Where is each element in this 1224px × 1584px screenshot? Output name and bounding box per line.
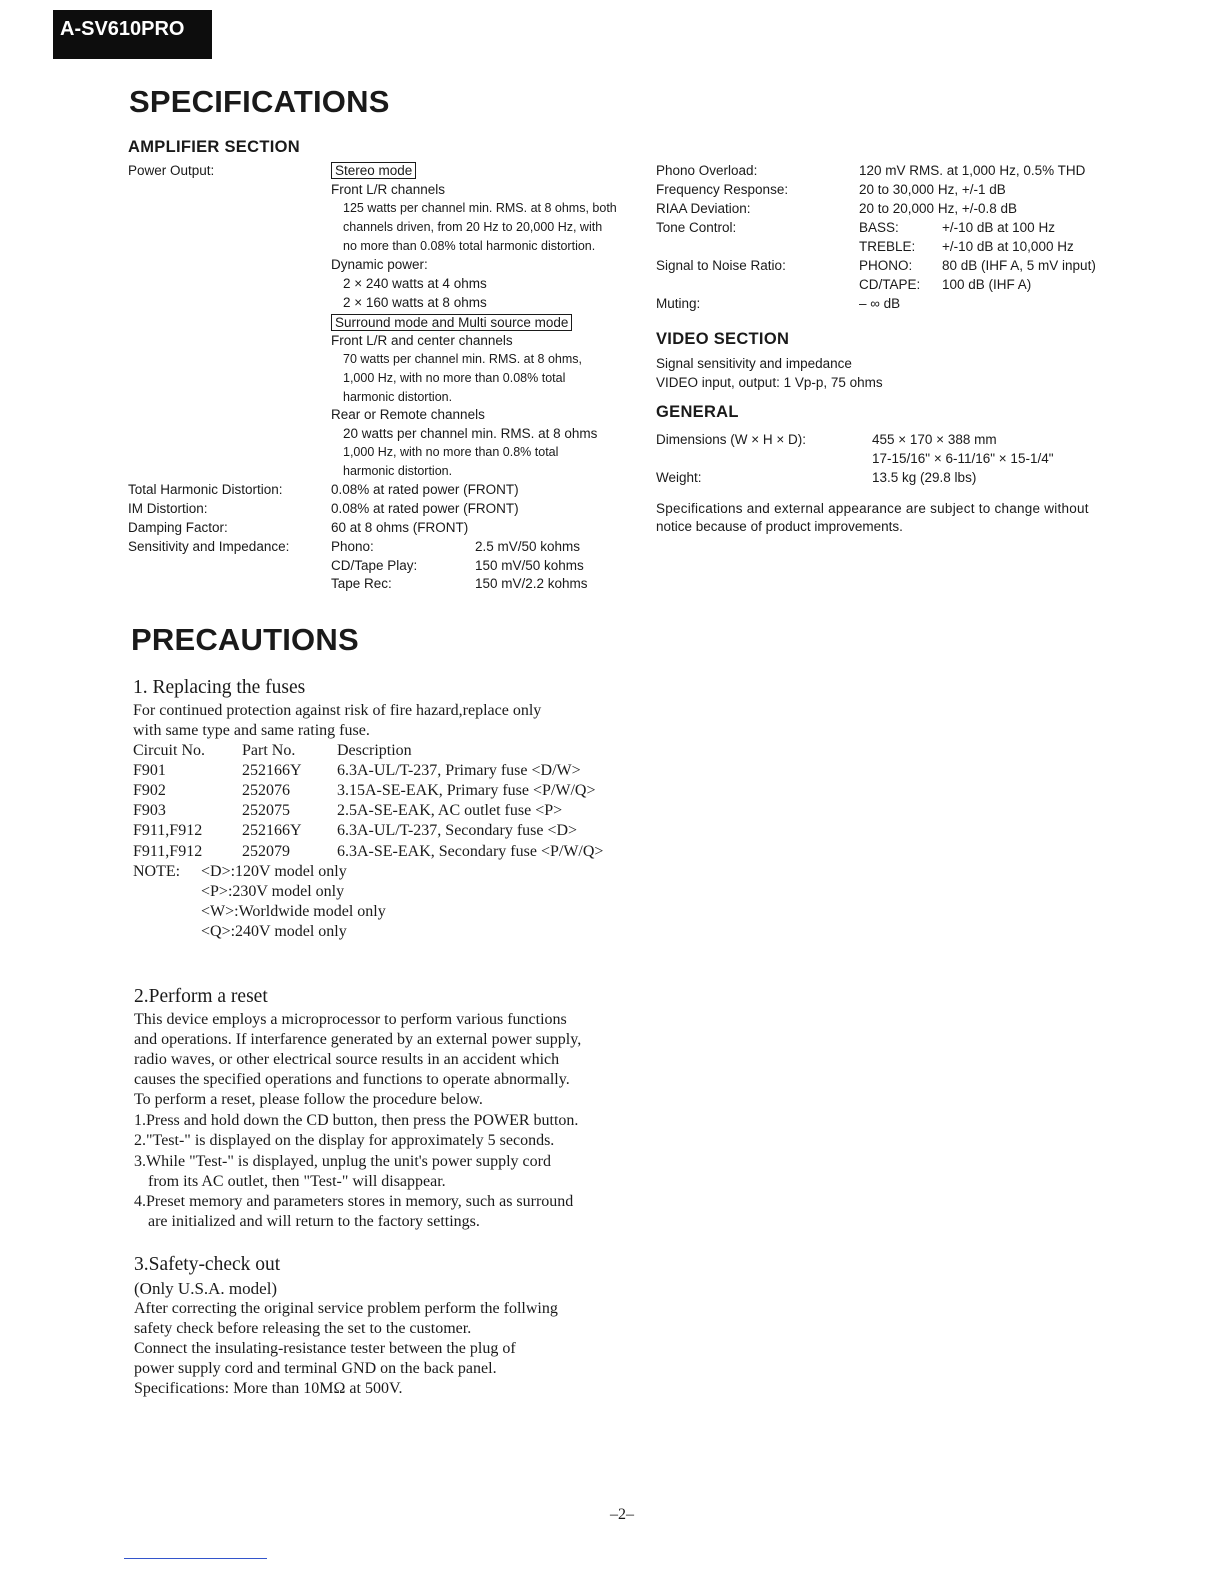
fuse-col-part: Part No. [242, 742, 296, 759]
surround-desc-line: 70 watts per channel min. RMS. at 8 ohms, [343, 352, 582, 366]
riaa-deviation-value: 20 to 20,000 Hz, +/-0.8 dB [859, 201, 1017, 216]
stereo-desc-line: no more than 0.08% total harmonic distortion. [343, 239, 596, 253]
fuse-circuit: F903 [133, 802, 166, 819]
stereo-desc-line: 125 watts per channel min. RMS. at 8 ohms, both [343, 201, 617, 215]
snr-value: 80 dB (IHF A, 5 mV input) [942, 258, 1096, 273]
power-output-label: Power Output: [128, 163, 215, 178]
safety-check-heading: 3.Safety-check out [134, 1254, 281, 1275]
safety-check-line: power supply cord and terminal GND on the back panel. [134, 1360, 497, 1377]
sensitivity-name: CD/Tape Play: [331, 558, 418, 573]
tone-control-label: Tone Control: [656, 220, 737, 235]
reset-heading: 2.Perform a reset [134, 986, 268, 1007]
sensitivity-value: 150 mV/50 kohms [475, 558, 584, 573]
muting-label: Muting: [656, 296, 701, 311]
reset-step: 4.Preset memory and parameters stores in memory, such as surround [134, 1193, 574, 1210]
stereo-desc-line: channels driven, from 20 Hz to 20,000 Hz, with [343, 220, 603, 234]
tone-name: BASS: [859, 220, 899, 235]
fuses-heading: 1. Replacing the fuses [133, 677, 306, 698]
general-heading: GENERAL [656, 403, 739, 421]
snr-name: CD/TAPE: [859, 277, 921, 292]
weight-label: Weight: [656, 470, 702, 485]
sensitivity-name: Phono: [331, 539, 374, 554]
fuse-part: 252166Y [242, 822, 302, 839]
video-section-heading: VIDEO SECTION [656, 330, 790, 348]
surround-desc-line: 1,000 Hz, with no more than 0.08% total [343, 371, 566, 385]
reset-step: 3.While "Test-" is displayed, unplug the unit's power supply cord [134, 1153, 551, 1170]
reset-step: 2."Test-" is displayed on the display for approximately 5 seconds. [134, 1132, 555, 1149]
damping-factor-value: 60 at 8 ohms (FRONT) [331, 520, 469, 535]
fuse-desc: 6.3A-UL/T-237, Primary fuse <D/W> [337, 762, 581, 779]
snr-value: 100 dB (IHF A) [942, 277, 1032, 292]
safety-check-line: Specifications: More than 10MΩ at 500V. [134, 1380, 403, 1397]
riaa-deviation-label: RIAA Deviation: [656, 201, 751, 216]
stereo-mode-box: Stereo mode [331, 162, 416, 179]
fuse-col-description: Description [337, 742, 412, 759]
precautions-title: PRECAUTIONS [131, 622, 359, 657]
frequency-response-label: Frequency Response: [656, 182, 789, 197]
fuse-circuit: F911,F912 [133, 822, 203, 839]
fuse-desc: 2.5A-SE-EAK, AC outlet fuse <P> [337, 802, 563, 819]
footer-rule [124, 1558, 267, 1559]
safety-check-line: Connect the insulating-resistance tester between the plug of [134, 1340, 516, 1357]
fuse-part: 252079 [242, 843, 290, 860]
tone-value: +/-10 dB at 100 Hz [942, 220, 1055, 235]
specifications-title: SPECIFICATIONS [129, 84, 390, 119]
notice-line: notice because of product improvements. [656, 519, 903, 534]
surround-mode-box: Surround mode and Multi source mode [331, 314, 572, 331]
dynamic-power-line: 2 × 160 watts at 8 ohms [343, 295, 487, 310]
stereo-front-channels: Front L/R channels [331, 182, 446, 197]
reset-line: causes the specified operations and functions to operate abnormally. [134, 1071, 570, 1088]
fuse-part: 252075 [242, 802, 290, 819]
surround-front-channels: Front L/R and center channels [331, 333, 513, 348]
rear-channels: Rear or Remote channels [331, 407, 485, 422]
notice-line: Specifications and external appearance are subject to change without [656, 501, 1089, 516]
fuse-part: 252166Y [242, 762, 302, 779]
safety-check-line: (Only U.S.A. model) [134, 1279, 278, 1298]
damping-factor-label: Damping Factor: [128, 520, 228, 535]
safety-check-line: After correcting the original service problem perform the follwing [134, 1300, 558, 1317]
page-number: –2– [610, 1506, 634, 1523]
dimensions-value: 17-15/16" × 6-11/16" × 15-1/4" [872, 451, 1054, 466]
fuses-intro-line: For continued protection against risk of fire hazard,replace only [133, 702, 542, 719]
sensitivity-value: 2.5 mV/50 kohms [475, 539, 581, 554]
fuse-circuit: F911,F912 [133, 843, 203, 860]
fuse-circuit: F901 [133, 762, 166, 779]
amplifier-section-heading: AMPLIFIER SECTION [128, 138, 300, 156]
fuse-part: 252076 [242, 782, 290, 799]
rear-desc-line: harmonic distortion. [343, 464, 453, 478]
tone-name: TREBLE: [859, 239, 916, 254]
fuse-circuit: F902 [133, 782, 166, 799]
reset-step: are initialized and will return to the factory settings. [148, 1213, 480, 1230]
thd-value: 0.08% at rated power (FRONT) [331, 482, 519, 497]
reset-line: radio waves, or other electrical source results in an accident which [134, 1051, 560, 1068]
im-distortion-value: 0.08% at rated power (FRONT) [331, 501, 519, 516]
note-label: NOTE: [133, 863, 181, 880]
fuses-intro-line: with same type and same rating fuse. [133, 722, 370, 739]
safety-check-line: safety check before releasing the set to the customer. [134, 1320, 472, 1337]
fuse-desc: 6.3A-SE-EAK, Secondary fuse <P/W/Q> [337, 843, 604, 860]
dynamic-power-line: 2 × 240 watts at 4 ohms [343, 276, 487, 291]
note-line: <Q>:240V model only [201, 923, 347, 940]
phono-overload-label: Phono Overload: [656, 163, 758, 178]
reset-line: and operations. If interfarence generated by an external power supply, [134, 1031, 582, 1048]
reset-step: 1.Press and hold down the CD button, then press the POWER button. [134, 1112, 579, 1129]
reset-step: from its AC outlet, then "Test-" will disappear. [148, 1173, 446, 1190]
snr-label: Signal to Noise Ratio: [656, 258, 786, 273]
video-line: VIDEO input, output: 1 Vp-p, 75 ohms [656, 375, 883, 390]
fuse-desc: 3.15A-SE-EAK, Primary fuse <P/W/Q> [337, 782, 596, 799]
video-line: Signal sensitivity and impedance [656, 356, 852, 371]
rear-desc-line: 20 watts per channel min. RMS. at 8 ohms [343, 426, 598, 441]
snr-name: PHONO: [859, 258, 913, 273]
frequency-response-value: 20 to 30,000 Hz, +/-1 dB [859, 182, 1006, 197]
note-line: <P>:230V model only [201, 883, 345, 900]
dynamic-power-label: Dynamic power: [331, 257, 428, 272]
sensitivity-name: Tape Rec: [331, 576, 392, 591]
dimensions-label: Dimensions (W × H × D): [656, 432, 807, 447]
reset-line: To perform a reset, please follow the procedure below. [134, 1091, 483, 1108]
muting-value: – ∞ dB [859, 296, 901, 311]
thd-label: Total Harmonic Distortion: [128, 482, 283, 497]
dimensions-value: 455 × 170 × 388 mm [872, 432, 997, 447]
phono-overload-value: 120 mV RMS. at 1,000 Hz, 0.5% THD [859, 163, 1086, 178]
sensitivity-value: 150 mV/2.2 kohms [475, 576, 588, 591]
note-line: <W>:Worldwide model only [201, 903, 386, 920]
fuse-desc: 6.3A-UL/T-237, Secondary fuse <D> [337, 822, 578, 839]
reset-line: This device employs a microprocessor to perform various functions [134, 1011, 567, 1028]
surround-desc-line: harmonic distortion. [343, 390, 453, 404]
im-distortion-label: IM Distortion: [128, 501, 208, 516]
fuse-col-circuit: Circuit No. [133, 742, 205, 759]
weight-value: 13.5 kg (29.8 lbs) [872, 470, 977, 485]
rear-desc-line: 1,000 Hz, with no more than 0.8% total [343, 445, 559, 459]
note-line: <D>:120V model only [201, 863, 347, 880]
sensitivity-label: Sensitivity and Impedance: [128, 539, 290, 554]
model-badge: A-SV610PRO [53, 10, 212, 59]
tone-value: +/-10 dB at 10,000 Hz [942, 239, 1074, 254]
